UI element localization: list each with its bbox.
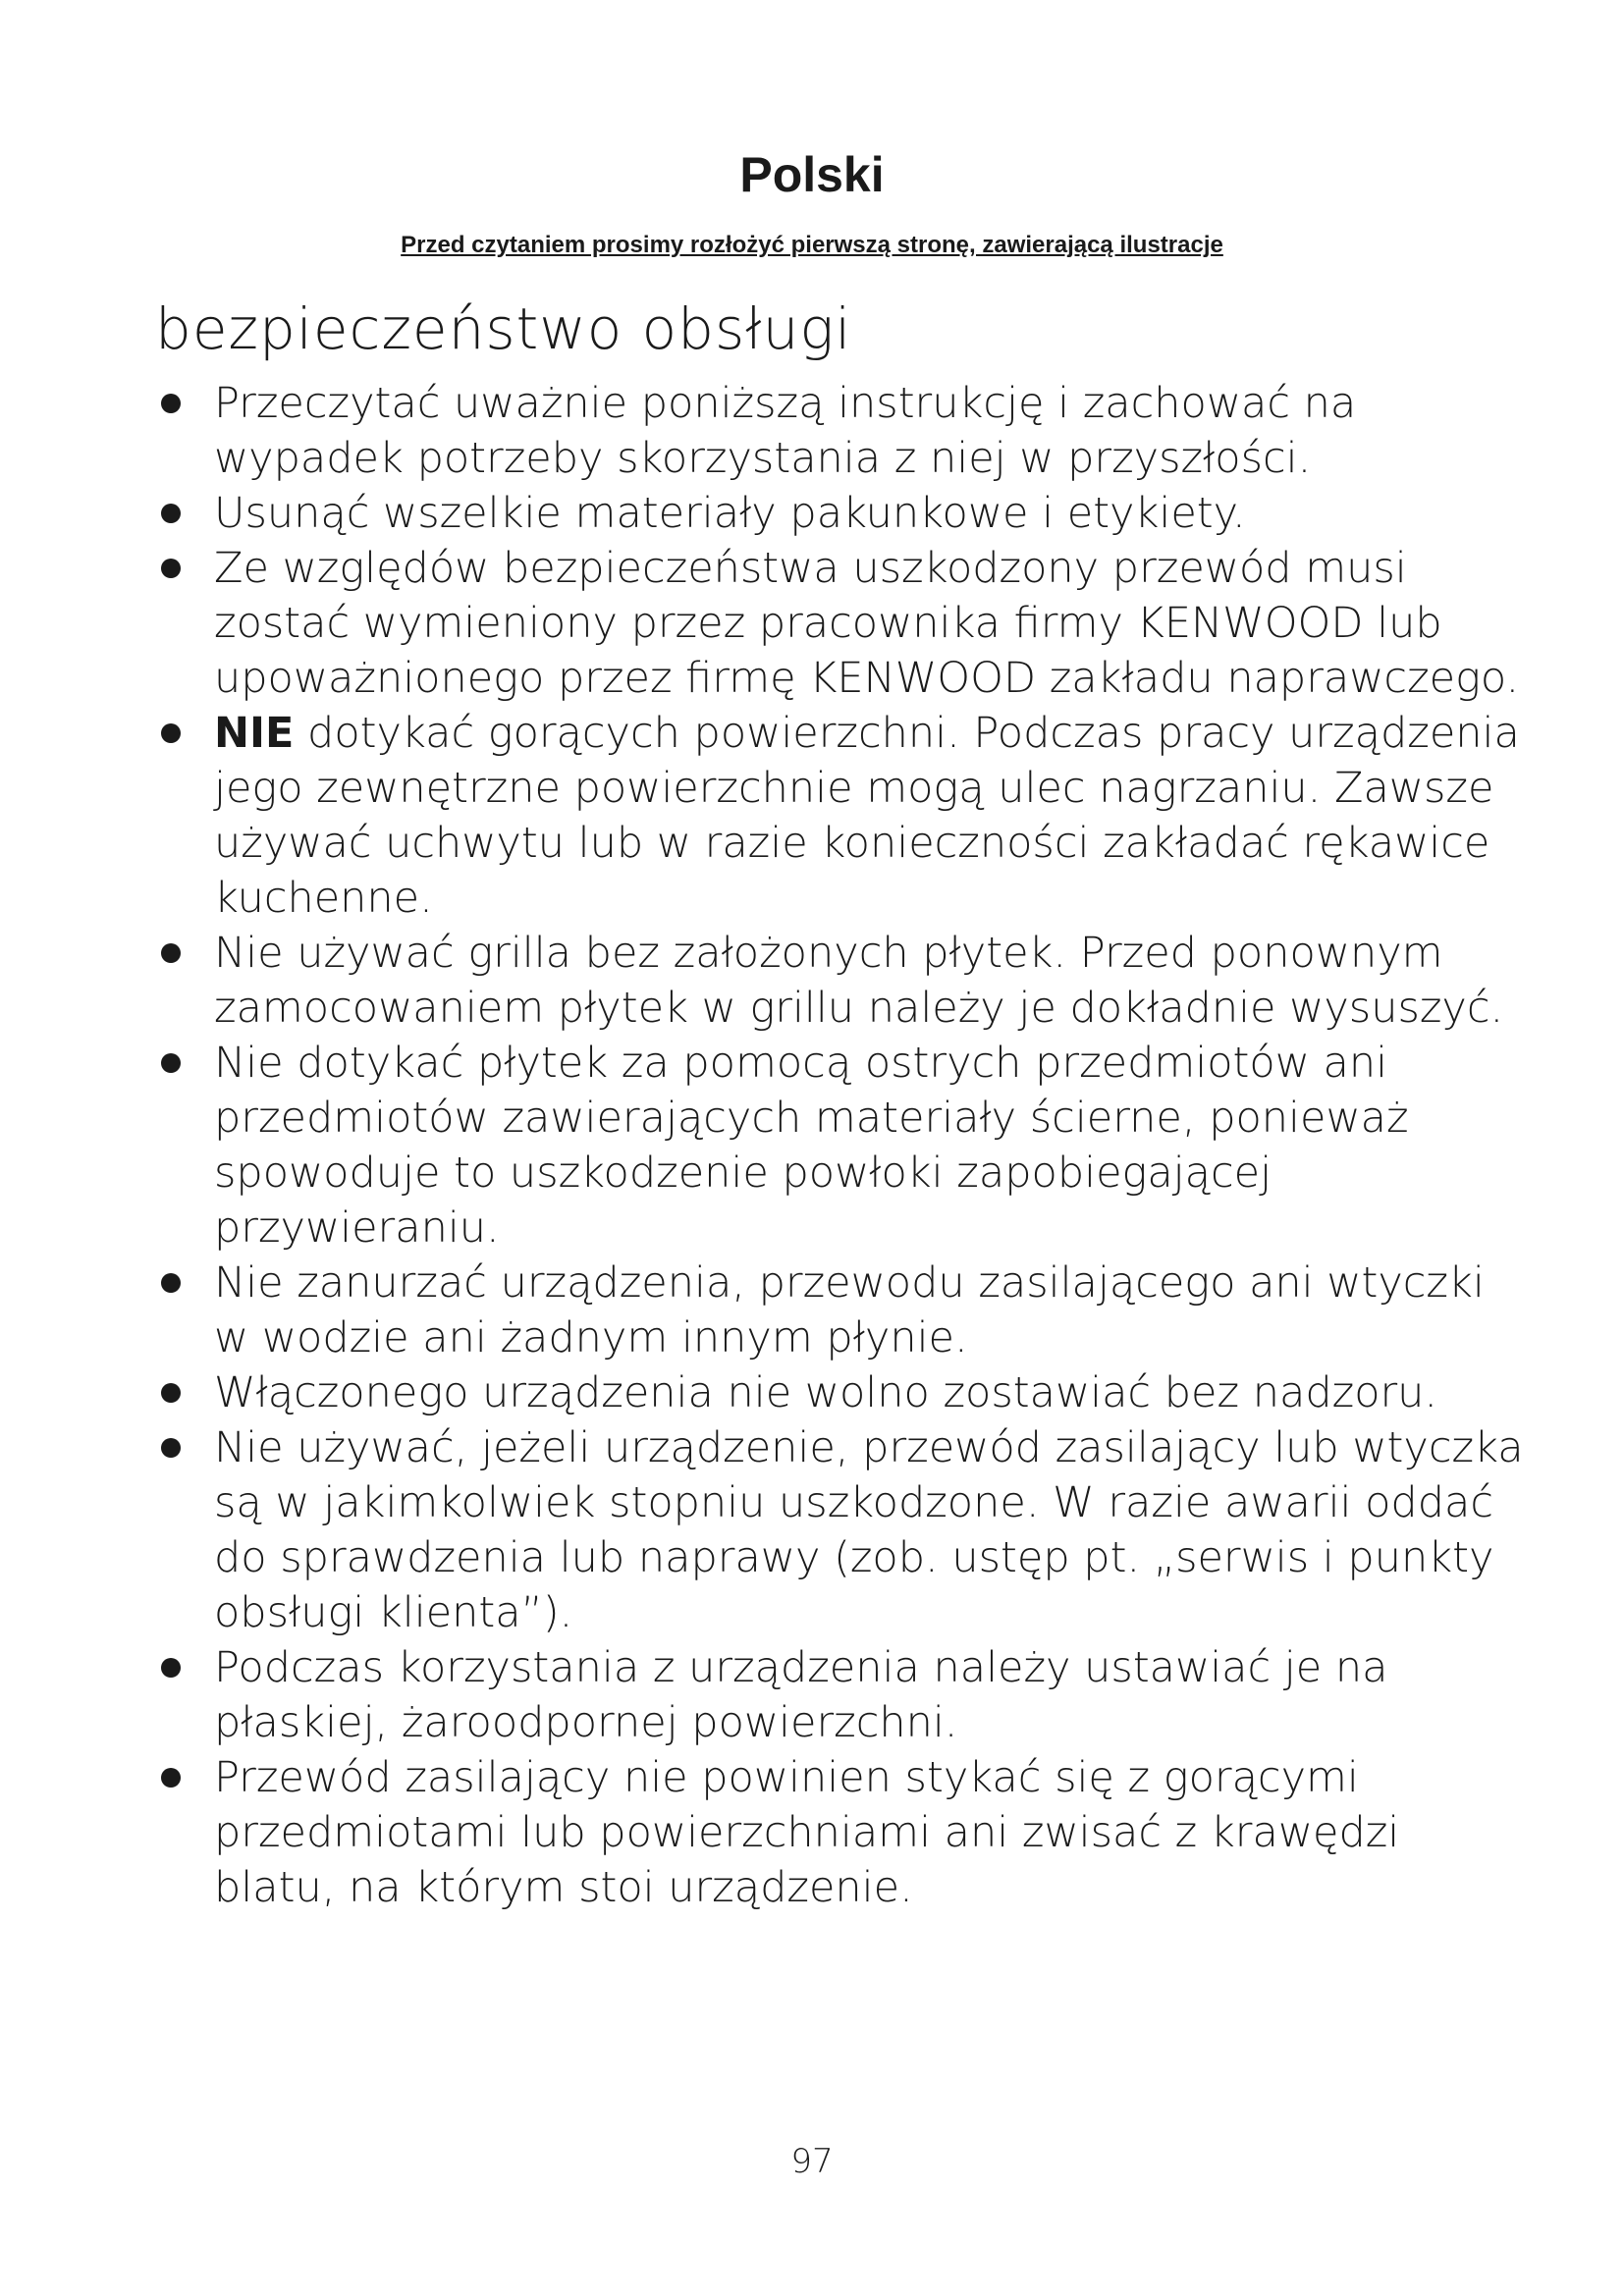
item-text: Nie używać grilla bez założonych płytek. Przed ponownym zamocowaniem płytek w grillu należy je dokładnie wysuszyć.: [214, 929, 1504, 1033]
page-number: 97: [790, 2142, 834, 2181]
bullet-icon: [161, 1273, 181, 1293]
bullet-icon: [161, 1438, 181, 1458]
list-item: [155, 1640, 1530, 1750]
list-item: [155, 1365, 1530, 1420]
item-text: Przeczytać uważnie poniższą instrukcję i zachować na wypadek potrzeby skorzystania z niej w przyszłości.: [214, 379, 1357, 483]
list-item: [155, 376, 1530, 486]
item-lead-emphasis: NIE: [214, 709, 295, 758]
bullet-icon: [161, 1658, 181, 1678]
item-text: Nie używać, jeżeli urządzenie, przewód zasilający lub wtyczka są w jakimkolwiek stopniu uszkodzone. W razie awarii oddać do sprawdzenia lub naprawy (zob. ustęp pt. „serwis i punkty obsługi klienta”).: [214, 1423, 1524, 1637]
language-title: Polski: [739, 147, 885, 202]
fold-out-notice: Przed czytaniem prosimy rozłożyć pierwszą stronę, zawierającą ilustracje: [401, 232, 1223, 258]
item-text: Nie dotykać płytek za pomocą ostrych przedmiotów ani przedmiotów zawierających materiały ścierne, ponieważ spowoduje to uszkodzenie powłoki zapobiegającej przywieraniu.: [214, 1039, 1409, 1253]
bullet-icon: [161, 394, 181, 413]
item-text: Przewód zasilający nie powinien stykać się z gorącymi przedmiotami lub powierzchniami ani zwisać z krawędzi blatu, na którym stoi urządzenie.: [214, 1753, 1400, 1912]
bullet-icon: [161, 1383, 181, 1403]
bullet-icon: [161, 943, 181, 963]
item-text: Ze względów bezpieczeństwa uszkodzony przewód musi zostać wymieniony przez pracownika firmy KENWOOD lub upoważnionego przez firmę KENWOOD zakładu naprawczego.: [214, 544, 1520, 703]
list-item: [155, 706, 1530, 926]
item-text: Usunąć wszelkie materiały pakunkowe i etykiety.: [214, 489, 1246, 538]
item-text: Nie zanurzać urządzenia, przewodu zasilającego ani wtyczki w wodzie ani żadnym innym płynie.: [214, 1258, 1485, 1362]
item-text: Włączonego urządzenia nie wolno zostawiać bez nadzoru.: [214, 1368, 1438, 1417]
list-item: [155, 1750, 1530, 1915]
list-item: [155, 926, 1530, 1036]
list-item: [155, 1255, 1530, 1365]
bullet-icon: [161, 559, 181, 578]
item-text: Podczas korzystania z urządzenia należy ustawiać je na płaskiej, żaroodpornej powierzchni.: [214, 1643, 1388, 1747]
bullet-icon: [161, 1053, 181, 1073]
list-item: [155, 1036, 1530, 1255]
section-heading: bezpieczeństwo obsługi: [155, 295, 852, 362]
bullet-icon: [161, 504, 181, 523]
list-item: [155, 541, 1530, 706]
list-item: [155, 1420, 1530, 1640]
list-item: [155, 486, 1530, 541]
bullet-icon: [161, 1768, 181, 1788]
item-text: dotykać gorących powierzchni. Podczas pracy urządzenia jego zewnętrzne powierzchnie mogą ulec nagrzaniu. Zawsze używać uchwytu lub w razie konieczności zakładać rękawice kuchenne.: [214, 709, 1520, 923]
safety-instructions-list: [155, 376, 1530, 1915]
bullet-icon: [161, 723, 181, 743]
